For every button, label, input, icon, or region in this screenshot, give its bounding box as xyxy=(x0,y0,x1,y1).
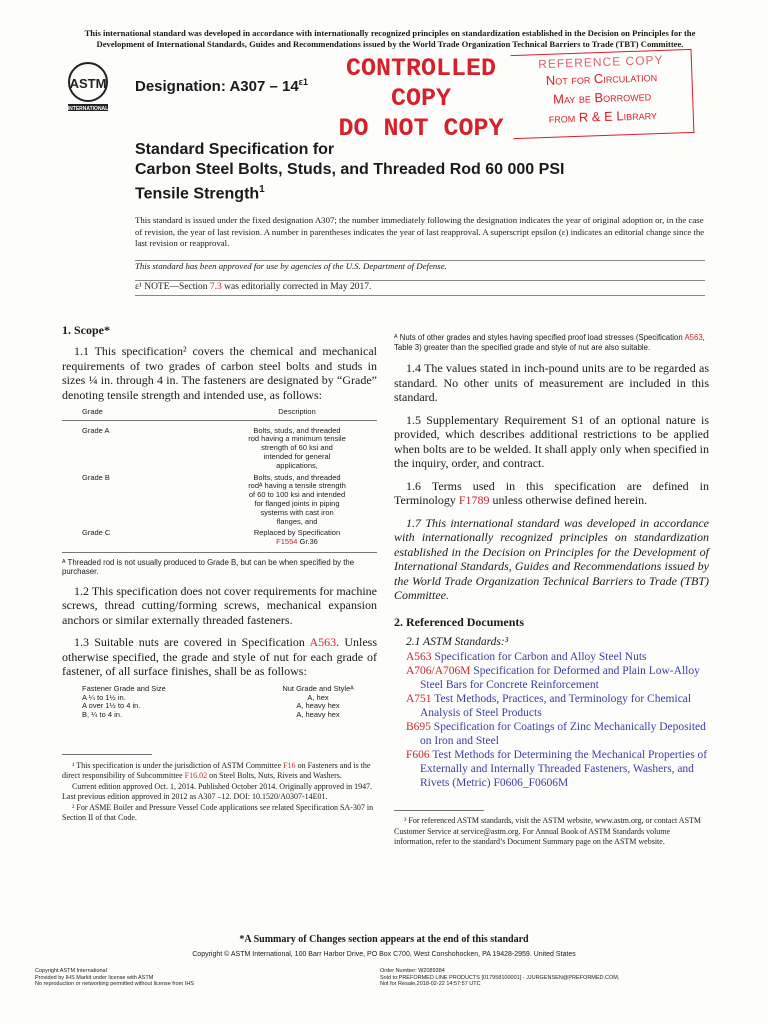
reference-item[interactable]: F606 Test Methods for Determining the Mechanical Properties of Externally and Internally Threaded Fasteners, Washers, and Rivets (Metric) F0606_F0606M xyxy=(406,748,708,789)
nut-row: B, ¼ to 4 in. A, heavy hex xyxy=(82,710,340,720)
footnote-1: ¹ This specification is under the jurisdiction of ASTM Committee F16 on Fasteners and is the direct responsibility of Subcommittee F16.02 on Steel Bolts, Nuts, Rivets and Washers. xyxy=(62,760,371,781)
para-1-1: 1.1 This specification² covers the chemical and mechanical requirements of two grades of carbon steel bolts and studs in sizes ¼ in. through 4 in. The fasteners are designated by “Grade” denoting tensile strength and intended use, as follows: xyxy=(62,344,377,402)
grade-table: Grade Description Grade A Bolts, studs, and threaded rod having a minimum tensile strength of 60 ksi and intended for general applications, Grade B Bolts, studs, and threaded rodᴬ having a tensile strength of 60 to 100 ksi and intended for flanged joints in piping systems with cast iron flanges, and Grade C Replaced by Specification F1554 Gr.36 xyxy=(62,408,377,553)
reference-item[interactable]: A751 Test Methods, Practices, and Terminology for Chemical Analysis of Steel Products xyxy=(406,692,692,719)
nut-footnote: ᴬ Nuts of other grades and styles having specified proof load stresses (Specification A563, Table 3) greater than the specified grade and style of nut are also suitable. xyxy=(394,333,705,352)
referenced-docs-heading: 2. Referenced Documents xyxy=(394,614,525,629)
scope-heading: 1. Scope* xyxy=(62,323,110,337)
svg-text:ASTM: ASTM xyxy=(69,76,107,91)
f16-link[interactable]: F16 xyxy=(283,760,296,770)
intro-text: This standard is issued under the fixed designation A307; the number immediately following the designation indicates the year of original adoption or, in the case of revision, the year of last revision. A number in parentheses indicates the year of last reapproval. A superscript epsilon (ε) indicates an editorial change since the last revision or reapproval. xyxy=(135,215,705,248)
right-column xyxy=(394,333,709,848)
controlled-copy-stamp: CONTROLLED COPY DO NOT COPY xyxy=(338,54,504,143)
designation: Designation: $A307 - 14^{\varepsilon 1}$ xyxy=(135,77,308,95)
astm-standards-label: 2.1 ASTM Standards:³ xyxy=(406,635,509,648)
copyright: Copyright © ASTM International, 100 Barr Harbor Drive, PO Box C700, West Conshohocken, PA 19428-2959. United States xyxy=(192,951,576,958)
f1789-link[interactable]: F1789 xyxy=(458,493,490,507)
footnote-2: ² For ASME Boiler and Pressure Vessel Code applications see related Specification SA-307 in Section II of that Code. xyxy=(62,802,374,823)
para-1-3: 1.3 Suitable nuts are covered in Specification A563. Unless otherwise specified, the grade and style of nut for each grade of fastener, of all surface finishes, shall be as follows: xyxy=(62,635,378,679)
approved-note: This standard has been approved for use by agencies of the U.S. Department of Defense. xyxy=(135,260,705,271)
epsilon-note: ε¹ NOTE—Section 7.3 was editorially corrected in May 2017. xyxy=(135,280,705,296)
grade-row: Grade C Replaced by Specification F1554 Gr.36 xyxy=(82,528,341,547)
svg-text:INTERNATIONAL: INTERNATIONAL xyxy=(67,106,109,112)
nut-table: Fastener Grade and Size Nut Grade and Styleᴬ A ¼ to 1½ in. A, hex A over 1½ to 4 in. A, heavy hex B, ¼ to 4 in. A, heavy hex xyxy=(62,685,377,720)
nut-row: A ¼ to 1½ in. A, hex xyxy=(82,692,329,702)
f1554-link[interactable]: F1554 xyxy=(276,537,298,547)
para-1-6: 1.6 Terms used in this specification are defined in Terminology F1789 unless otherwise defined herein. xyxy=(394,478,709,507)
f16-02-link[interactable]: F16.02 xyxy=(184,771,208,781)
left-column xyxy=(62,323,377,824)
para-1-7: 1.7 This international standard was developed in accordance with internationally recognized principles on standardization established in the Decision on Principles for the Development of International Standards, Guides and Recommendations issued by the World Trade Organization Technical Barriers to Trade (TBT) Committee. xyxy=(394,515,709,602)
license-right: Order Number: W2089384 Sold to:PREFORMED LINE PRODUCTS [017958100001] - JJURGENSEN@PREFORMED.COM, Not for Resale,2018-02-22 14:57:57 UTC xyxy=(380,968,620,987)
footnote-1b: Current edition approved Oct. 1, 2014. Published October 2014. Originally approved in 1947. Last previous edition approved in 2012 as A307 –12. DOI: 10.1520/A0307-14E01. xyxy=(62,781,373,802)
grade-row: Grade A Bolts, studs, and threaded rod having a minimum tensile strength of 60 ksi and intended for general applications, xyxy=(82,425,346,470)
reference-item[interactable]: B695 Specification for Coatings of Zinc Mechanically Deposited on Iron and Steel xyxy=(406,720,706,747)
a563-table-link[interactable]: A563 xyxy=(684,333,703,342)
license-left: Copyright ASTM International Provided by IHS Markit under license with ASTM No reproduction or networking permitted without license from IHS xyxy=(35,968,194,987)
para-1-2: 1.2 This specification does not cover requirements for machine screws, thread cutting/forming screws, mechanical expansion anchors or similar externally threaded fasteners. xyxy=(62,583,377,627)
summary-note: *A Summary of Changes section appears at the end of this standard xyxy=(239,934,529,945)
grade-row: Grade B Bolts, studs, and threaded rodᴬ having a tensile strength of 60 to 100 ksi and intended for flanged joints in piping systems with cast iron flanges, and xyxy=(82,472,346,526)
reference-item[interactable]: A563 Specification for Carbon and Alloy Steel Nuts xyxy=(406,650,647,663)
footnote-3: ³ For referenced ASTM standards, visit the ASTM website, www.astm.org, or contact ASTM Customer Service at service@astm.org. For Annual Book of ASTM Standards volume information, refer to the standard’s Document Summary page on the ASTM website. xyxy=(394,816,702,847)
nut-row: A over 1½ to 4 in. A, heavy hex xyxy=(82,701,340,711)
reference-copy-stamp: REFERENCE COPY Not for Circulation May be Borrowed from R & E Library xyxy=(511,49,695,139)
grade-footnote: ᴬ Threaded rod is not usually produced to Grade B, but can be when specified by the purchaser. xyxy=(62,557,355,577)
reference-list xyxy=(406,650,709,790)
standard-notice: This international standard was developed in accordance with internationally recognized principles on standardization established in the Decision on Principles for the Development of International Standards, Guides and Recommendations issued by the World Trade Organization Technical Barriers to Trade (TBT) Committee. xyxy=(84,28,696,49)
para-1-5: 1.5 Supplementary Requirement S1 of an optional nature is provided, which describes additional restrictions to be applied when bolts are to be welded. It shall apply only when specified in the inquiry, order, and contract. xyxy=(394,412,709,470)
section-link[interactable]: 7.3 xyxy=(209,282,222,292)
para-1-4: 1.4 The values stated in inch-pound units are to be regarded as standard. No other units of measurement are included in this standard. xyxy=(394,361,709,404)
a563-link[interactable]: A563 xyxy=(309,635,337,650)
document-title: Standard Specification for Carbon Steel Bolts, Studs, and Threaded Rod 60 000 PSI Tensile Strength$^1$ xyxy=(135,141,565,203)
astm-logo xyxy=(66,60,110,116)
reference-item[interactable]: A706/A706M Specification for Deformed and Plain Low-Alloy Steel Bars for Concrete Reinforcement xyxy=(406,664,700,691)
